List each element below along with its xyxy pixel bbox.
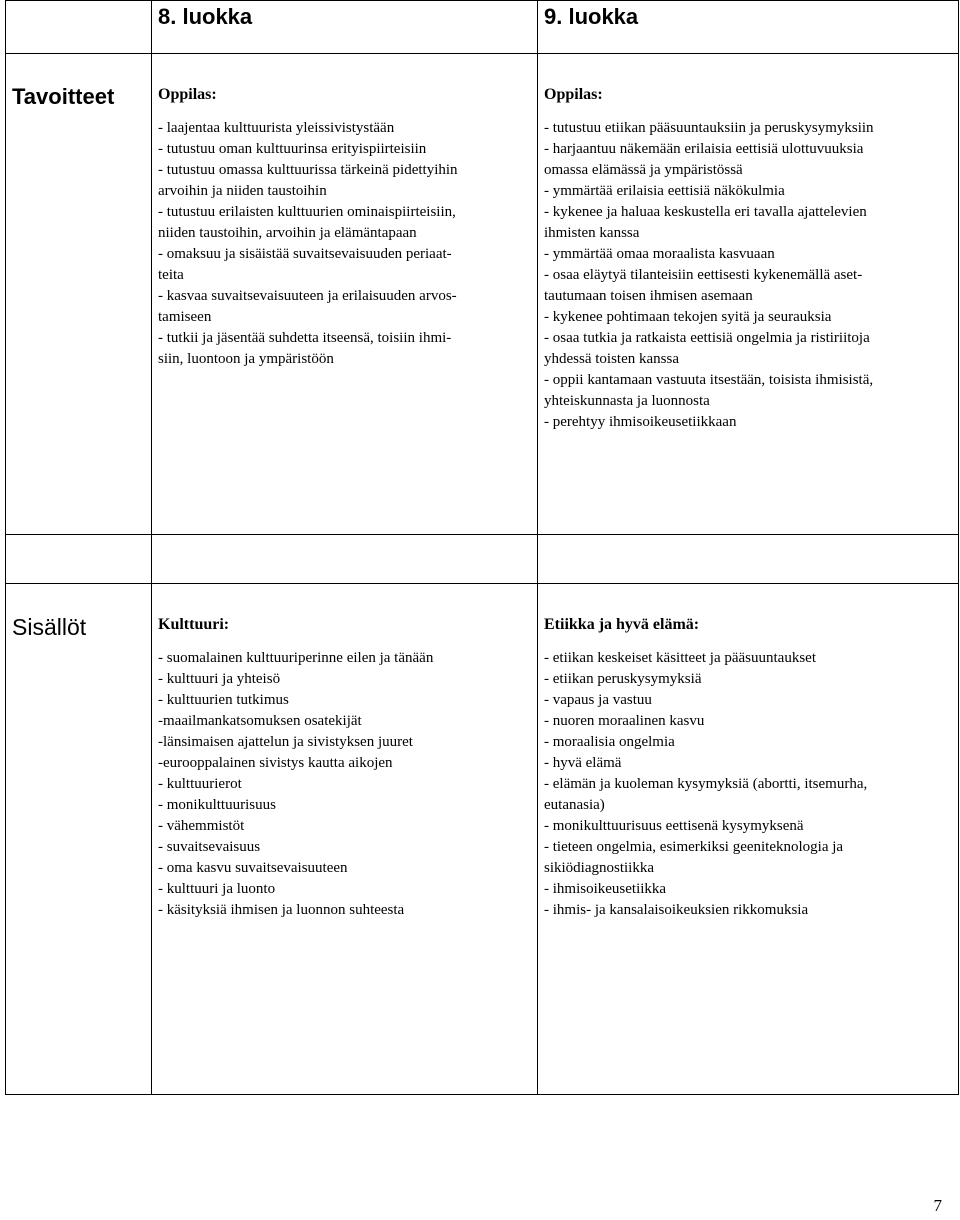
list-item: - elämän ja kuoleman kysymyksiä (abortti, itsemurha, — [544, 776, 868, 792]
list-item: - kulttuuri ja yhteisö — [158, 671, 281, 687]
header-grade9: 9. luokka — [538, 1, 959, 54]
curriculum-table — [5, 0, 959, 1095]
page-number: 7 — [933, 1196, 942, 1215]
header-grade8: 8. luokka — [152, 1, 538, 54]
list-item: - vapaus ja vastuu — [544, 692, 652, 708]
list-item: - hyvä elämä — [544, 755, 622, 771]
list-item: sikiödiagnostiikka — [544, 860, 654, 876]
list-item: - suomalainen kulttuuriperinne eilen ja tänään — [158, 650, 434, 666]
list-item: - nuoren moraalinen kasvu — [544, 713, 705, 729]
gap-row — [6, 535, 959, 584]
goals-row — [6, 54, 959, 535]
list-item: omassa elämässä ja ympäristössä — [544, 162, 743, 178]
list-item: siin, luontoon ja ympäristöön — [158, 351, 334, 367]
list-item: - osaa eläytyä tilanteisiin eettisesti kykenemällä aset- — [544, 267, 863, 283]
list-item: - etiikan peruskysymyksiä — [544, 671, 702, 687]
goals-grade8-list — [158, 118, 531, 370]
contents-grade8-heading: Kulttuuri: — [158, 616, 230, 633]
list-item: - etiikan keskeiset käsitteet ja pääsuuntaukset — [544, 650, 816, 666]
list-item: yhdessä toisten kanssa — [544, 351, 679, 367]
contents-grade9-cell — [538, 584, 959, 1095]
list-item: - tutustuu omassa kulttuurissa tärkeinä pidettyihin — [158, 162, 458, 178]
list-item: - kulttuuri ja luonto — [158, 881, 276, 897]
list-item: - ymmärtää omaa moraalista kasvuaan — [544, 246, 775, 262]
header-row — [6, 1, 959, 54]
list-item: ihmisten kanssa — [544, 225, 640, 241]
contents-grade9-list — [544, 648, 952, 921]
gap-cell-label — [6, 535, 152, 584]
list-item: - käsityksiä ihmisen ja luonnon suhteesta — [158, 902, 405, 918]
list-item: - kykenee pohtimaan tekojen syitä ja seurauksia — [544, 309, 832, 325]
list-item: - oppii kantamaan vastuuta itsestään, toisista ihmisistä, — [544, 372, 874, 388]
list-item: - monikulttuurisuus — [158, 797, 276, 813]
list-item: - kulttuurien tutkimus — [158, 692, 289, 708]
contents-grade8-cell — [152, 584, 538, 1095]
header-empty-cell — [6, 1, 152, 54]
goals-grade8-heading: Oppilas: — [158, 86, 217, 103]
gap-cell-grade8 — [152, 535, 538, 584]
gap-cell-grade9 — [538, 535, 959, 584]
list-item: eutanasia) — [544, 797, 605, 813]
list-item: - oma kasvu suvaitsevaisuuteen — [158, 860, 348, 876]
contents-grade8-list — [158, 648, 531, 921]
list-item: - moraalisia ongelmia — [544, 734, 675, 750]
list-item: -länsimaisen ajattelun ja sivistyksen juuret — [158, 734, 413, 750]
contents-row — [6, 584, 959, 1095]
list-item: - tutkii ja jäsentää suhdetta itseensä, toisiin ihmi- — [158, 330, 452, 346]
list-item: - tieteen ongelmia, esimerkiksi geeniteknologia ja — [544, 839, 844, 855]
list-item: tautumaan toisen ihmisen asemaan — [544, 288, 753, 304]
list-item: - tutustuu erilaisten kulttuurien ominaispiirteisiin, — [158, 204, 456, 220]
list-item: -eurooppalainen sivistys kautta aikojen — [158, 755, 393, 771]
list-item: - vähemmistöt — [158, 818, 245, 834]
list-item: - tutustuu oman kulttuurinsa erityispiirteisiin — [158, 141, 427, 157]
list-item: - suvaitsevaisuus — [158, 839, 261, 855]
list-item: - omaksuu ja sisäistää suvaitsevaisuuden periaat- — [158, 246, 452, 262]
list-item: - ymmärtää erilaisia eettisiä näkökulmia — [544, 183, 785, 199]
list-item: - kasvaa suvaitsevaisuuteen ja erilaisuuden arvos- — [158, 288, 457, 304]
goals-grade9-heading: Oppilas: — [544, 86, 603, 103]
list-item: - harjaantuu näkemään erilaisia eettisiä ulottuvuuksia — [544, 141, 864, 157]
list-item: - kulttuurierot — [158, 776, 242, 792]
list-item: arvoihin ja niiden taustoihin — [158, 183, 327, 199]
list-item: tamiseen — [158, 309, 212, 325]
goals-grade8-cell — [152, 54, 538, 535]
list-item: teita — [158, 267, 184, 283]
goals-grade9-cell — [538, 54, 959, 535]
list-item: - perehtyy ihmisoikeusetiikkaan — [544, 414, 737, 430]
contents-label: Sisällöt — [6, 584, 152, 1095]
contents-grade9-heading: Etiikka ja hyvä elämä: — [544, 616, 700, 633]
list-item: - monikulttuurisuus eettisenä kysymyksenä — [544, 818, 804, 834]
list-item: -maailmankatsomuksen osatekijät — [158, 713, 362, 729]
list-item: - tutustuu etiikan pääsuuntauksiin ja peruskysymyksiin — [544, 120, 874, 136]
list-item: - kykenee ja haluaa keskustella eri tavalla ajattelevien — [544, 204, 867, 220]
list-item: - laajentaa kulttuurista yleissivistystään — [158, 120, 395, 136]
goals-label: Tavoitteet — [6, 54, 152, 535]
goals-grade9-list — [544, 118, 952, 433]
list-item: niiden taustoihin, arvoihin ja elämäntapaan — [158, 225, 417, 241]
list-item: - ihmis- ja kansalaisoikeuksien rikkomuksia — [544, 902, 809, 918]
list-item: yhteiskunnasta ja luonnosta — [544, 393, 710, 409]
list-item: - osaa tutkia ja ratkaista eettisiä ongelmia ja ristiriitoja — [544, 330, 870, 346]
list-item: - ihmisoikeusetiikka — [544, 881, 667, 897]
